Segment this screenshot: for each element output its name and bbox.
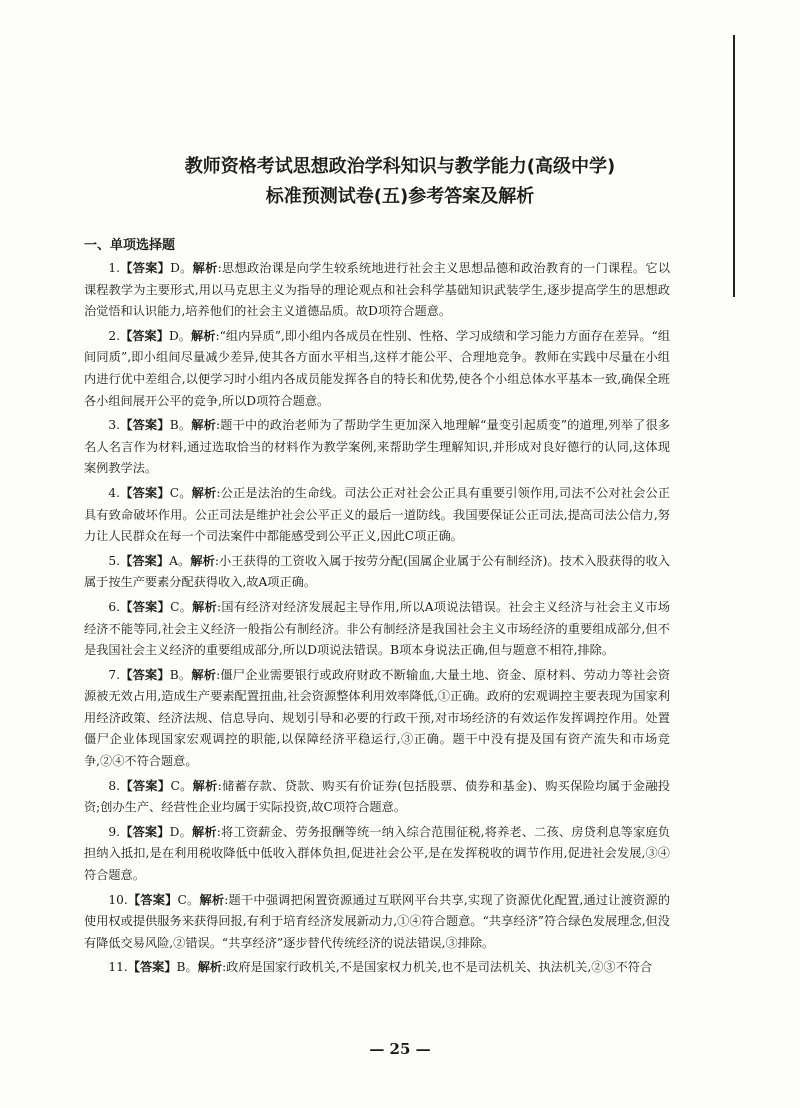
analysis-text: 题干中的政治老师为了帮助学生更加深入地理解“量变引起质变”的道理,列举了很多名人名言作为材料,通过选取恰当的材料作为教学案例,来帮助学生理解知识,并形成对良好德行的认同,这体现案例教学法。 — [84, 418, 671, 476]
answer-letter: C — [170, 778, 180, 793]
answer-item: 6.【答案】C。解析:国有经济对经济发展起主导作用,所以A项说法错误。社会主义经济与社会主义市场经济不能等同,社会主义经济一般指公有制经济。非公有制经济是我国社会主义市场经济的重要组成部分,但不是我国社会主义经济的重要组成部分,所以D项说法错误。B项本身说法正确,但与题意不相符,排除。 — [84, 599, 671, 658]
answer-letter: B — [169, 667, 179, 682]
answer-tag: 【答案】 — [120, 599, 171, 614]
answer-number: 2. — [108, 328, 121, 343]
answer-tag: 【答案】 — [120, 667, 170, 682]
answer-number: 7. — [108, 667, 121, 682]
answer-tag: 【答案】 — [120, 778, 171, 793]
answer-number: 11. — [108, 960, 128, 975]
analysis-text: 将工资薪金、劳务报酬等统一纳入综合范围征税,将养老、二孩、房贷利息等家庭负担纳入抵扣,是在利用税收降低中低收入群体负担,促进社会公平,是在发挥税收的调节作用,促进社会发展,③④符合题意。 — [84, 824, 671, 883]
analysis-tag: 解析 — [197, 960, 223, 975]
answer-tag: 【答案】 — [120, 553, 170, 568]
answer-number: 6. — [108, 599, 121, 614]
answer-tag: 【答案】 — [120, 328, 169, 343]
analysis-tag: 解析 — [191, 667, 217, 682]
answer-tag: 【答案】 — [127, 960, 177, 975]
analysis-text: 政府是国家行政机关,不是国家权力机关,也不是司法机关、执法机关,②③不符合 — [226, 960, 653, 975]
analysis-tag: 解析 — [191, 328, 216, 343]
answer-number: 1. — [108, 261, 121, 275]
analysis-text: 思想政治课是向学生较系统地进行社会主义思想品德和政治教育的一门课程。它以课程教学为主要形式,用以马克思主义为指导的理论观点和社会科学基础知识武装学生,逐步提高学生的思想政治觉悟和认识能力,培养他们的社会主义道德品质。故D项符合题意。 — [84, 261, 671, 319]
answer-letter: C — [177, 892, 187, 907]
analysis-text: 题干中强调把闲置资源通过互联网平台共享,实现了资源优化配置,通过让渡资源的使用权或提供服务来获得回报,有利于培育经济发展新动力,①④符合题意。“共享经济”符合绿色发展理念,但没有降低交易风险,②错误。“共享经济”逐步替代传统经济的说法错误,③排除。 — [84, 892, 671, 950]
analysis-tag: 解析 — [192, 599, 218, 614]
answer-item: 2.【答案】D。解析:“组内异质”,即小组内各成员在性别、性格、学习成绩和学习能力方面存在差异。“组间同质”,即小组间尽量减少差异,使其各方面水平相当,这样才能公平、合理地竞争。教师在实践中尽量在小组内进行优中差组合,以便学习时小组内各成员能发挥各自的特长和优势,使各个小组总体水平基本一致,确保全班各小组间展开公平的竞争,所以D项符合题意。 — [84, 328, 671, 408]
answer-list — [84, 258, 670, 982]
answer-tag: 【答案】 — [120, 418, 170, 433]
answer-letter: D — [168, 328, 179, 343]
page-subtitle: 标准预测试卷(五)参考答案及解析 — [265, 186, 535, 207]
analysis-text: 公正是法治的生命线。司法公正对社会公正具有重要引领作用,司法不公对社会公正具有致命破坏作用。公正司法是维护社会公平正义的最后一道防线。我国要保证公正司法,提高司法公信力,努力让人民群众在每一个司法案件中都能感受到公平正义,因此C项正确。 — [84, 485, 671, 544]
answer-tag: 【答案】 — [120, 261, 171, 275]
answer-item: 9.【答案】D。解析:将工资薪金、劳务报酬等统一纳入综合范围征税,将养老、二孩、房贷利息等家庭负担纳入抵扣,是在利用税收降低中低收入群体负担,促进社会公平,是在发挥税收的调节作用,促进社会发展,③④符合题意。 — [84, 824, 671, 883]
page-number: — 25 — — [369, 1040, 431, 1058]
answer-item: 1.【答案】D。解析:思想政治课是向学生较系统地进行社会主义思想品德和政治教育的一门课程。它以课程教学为主要形式,用以马克思主义为指导的理论观点和社会科学基础知识武装学生,逐步提高学生的思想政治觉悟和认识能力,培养他们的社会主义道德品质。故D项符合题意。 — [84, 261, 671, 319]
answer-letter: D — [170, 261, 180, 275]
section-heading: 一、单项选择题 — [84, 238, 176, 253]
analysis-tag: 解析 — [191, 418, 216, 433]
answer-item: 10.【答案】C。解析:题干中强调把闲置资源通过互联网平台共享,实现了资源优化配置,通过让渡资源的使用权或提供服务来获得回报,有利于培育经济发展新动力,①④符合题意。“共享经济”符合绿色发展理念,但没有降低交易风险,②错误。“共享经济”逐步替代传统经济的说法错误,③排除。 — [84, 892, 671, 950]
answer-number: 5. — [108, 553, 121, 568]
answer-item: 7.【答案】B。解析:僵尸企业需要银行或政府财政不断输血,大量土地、资金、原材料、劳动力等社会资源被无效占用,造成生产要素配置扭曲,社会资源整体利用效率降低,①正确。政府的宏观调控主要表现为国家利用经济政策、经济法规、信息导向、规划引导和必要的行政干预,对市场经济的有效运作发挥调控作用。处置僵尸企业体现国家宏观调控的职能,以保障经济平稳运行,③正确。题干中没有提及国有资产流失和市场竞争,②④不符合题意。 — [84, 667, 671, 769]
analysis-text: 国有经济对经济发展起主导作用,所以A项说法错误。社会主义经济与社会主义市场经济不能等同,社会主义经济一般指公有制经济。非公有制经济是我国社会主义市场经济的重要组成部分,但不是我国社会主义经济的重要组成部分,所以D项说法错误。B项本身说法正确,但与题意不相符,排除。 — [84, 599, 671, 658]
analysis-text: 小王获得的工资收入属于按劳分配(国属企业属于公有制经济)。技术入股获得的收入属于按生产要素分配获得收入,故A项正确。 — [84, 553, 671, 590]
answer-letter: B — [169, 418, 179, 433]
answer-number: 9. — [108, 824, 121, 839]
answer-letter: C — [169, 485, 180, 500]
answer-item: 5.【答案】A。解析:小王获得的工资收入属于按劳分配(国属企业属于公有制经济)。技术入股获得的收入属于按生产要素分配获得收入,故A项正确。 — [84, 553, 671, 590]
analysis-text: 储蓄存款、贷款、购买有价证券(包括股票、债券和基金)、购买保险均属于金融投资;创办生产、经营性企业均属于实际投资,故C项符合题意。 — [84, 778, 671, 815]
answer-number: 10. — [108, 892, 128, 907]
page-title: 教师资格考试思想政治学科知识与教学能力(高级中学) — [184, 156, 616, 177]
answer-item: 11.【答案】B。解析:政府是国家行政机关,不是国家权力机关,也不是司法机关、执法机关,②③不符合 — [108, 960, 653, 975]
answer-letter: D — [169, 824, 180, 839]
analysis-tag: 解析 — [192, 261, 218, 275]
answer-item: 3.【答案】B。解析:题干中的政治老师为了帮助学生更加深入地理解“量变引起质变”的道理,列举了很多名人名言作为材料,通过选取恰当的材料作为教学案例,来帮助学生理解知识,并形成对良好德行的认同,这体现案例教学法。 — [84, 418, 671, 476]
analysis-tag: 解析 — [191, 485, 217, 500]
answer-number: 3. — [108, 418, 121, 433]
answer-tag: 【答案】 — [120, 485, 170, 500]
answer-number: 8. — [108, 778, 121, 793]
answer-item: 8.【答案】C。解析:储蓄存款、贷款、购买有价证券(包括股票、债券和基金)、购买保险均属于金融投资;创办生产、经营性企业均属于实际投资,故C项符合题意。 — [84, 778, 671, 815]
answer-item: 4.【答案】C。解析:公正是法治的生命线。司法公正对社会公正具有重要引领作用,司法不公对社会公正具有致命破坏作用。公正司法是维护社会公平正义的最后一道防线。我国要保证公正司法,提高司法公信力,努力让人民群众在每一个司法案件中都能感受到公平正义,因此C项正确。 — [84, 485, 671, 544]
analysis-text: 僵尸企业需要银行或政府财政不断输血,大量土地、资金、原材料、劳动力等社会资源被无效占用,造成生产要素配置扭曲,社会资源整体利用效率降低,①正确。政府的宏观调控主要表现为国家利用经济政策、经济法规、信息导向、规划引导和必要的行政干预,对市场经济的有效运作发挥调控作用。处置僵尸企业体现国家宏观调控的职能,以保障经济平稳运行,③正确。题干中没有提及国有资产流失和市场竞争,②④不符合题意。 — [84, 667, 671, 769]
analysis-tag: 解析 — [192, 824, 217, 839]
answer-letter: B — [176, 960, 186, 975]
answer-letter: C — [170, 599, 180, 614]
answer-tag: 【答案】 — [120, 824, 170, 839]
answer-letter: A — [169, 553, 178, 568]
analysis-tag: 解析 — [199, 892, 225, 907]
answer-tag: 【答案】 — [127, 892, 178, 907]
analysis-text: “组内异质”,即小组内各成员在性别、性格、学习成绩和学习能力方面存在差异。“组间同质”,即小组间尽量减少差异,使其各方面水平相当,这样才能公平、合理地竞争。教师在实践中尽量在小组内进行优中差组合,以便学习时小组内各成员能发挥各自的特长和优势,使各个小组总体水平基本一致,确保全班各小组间展开公平的竞争,所以D项符合题意。 — [84, 328, 671, 408]
answer-number: 4. — [108, 485, 121, 500]
analysis-tag: 解析 — [190, 553, 215, 568]
analysis-tag: 解析 — [192, 778, 218, 793]
